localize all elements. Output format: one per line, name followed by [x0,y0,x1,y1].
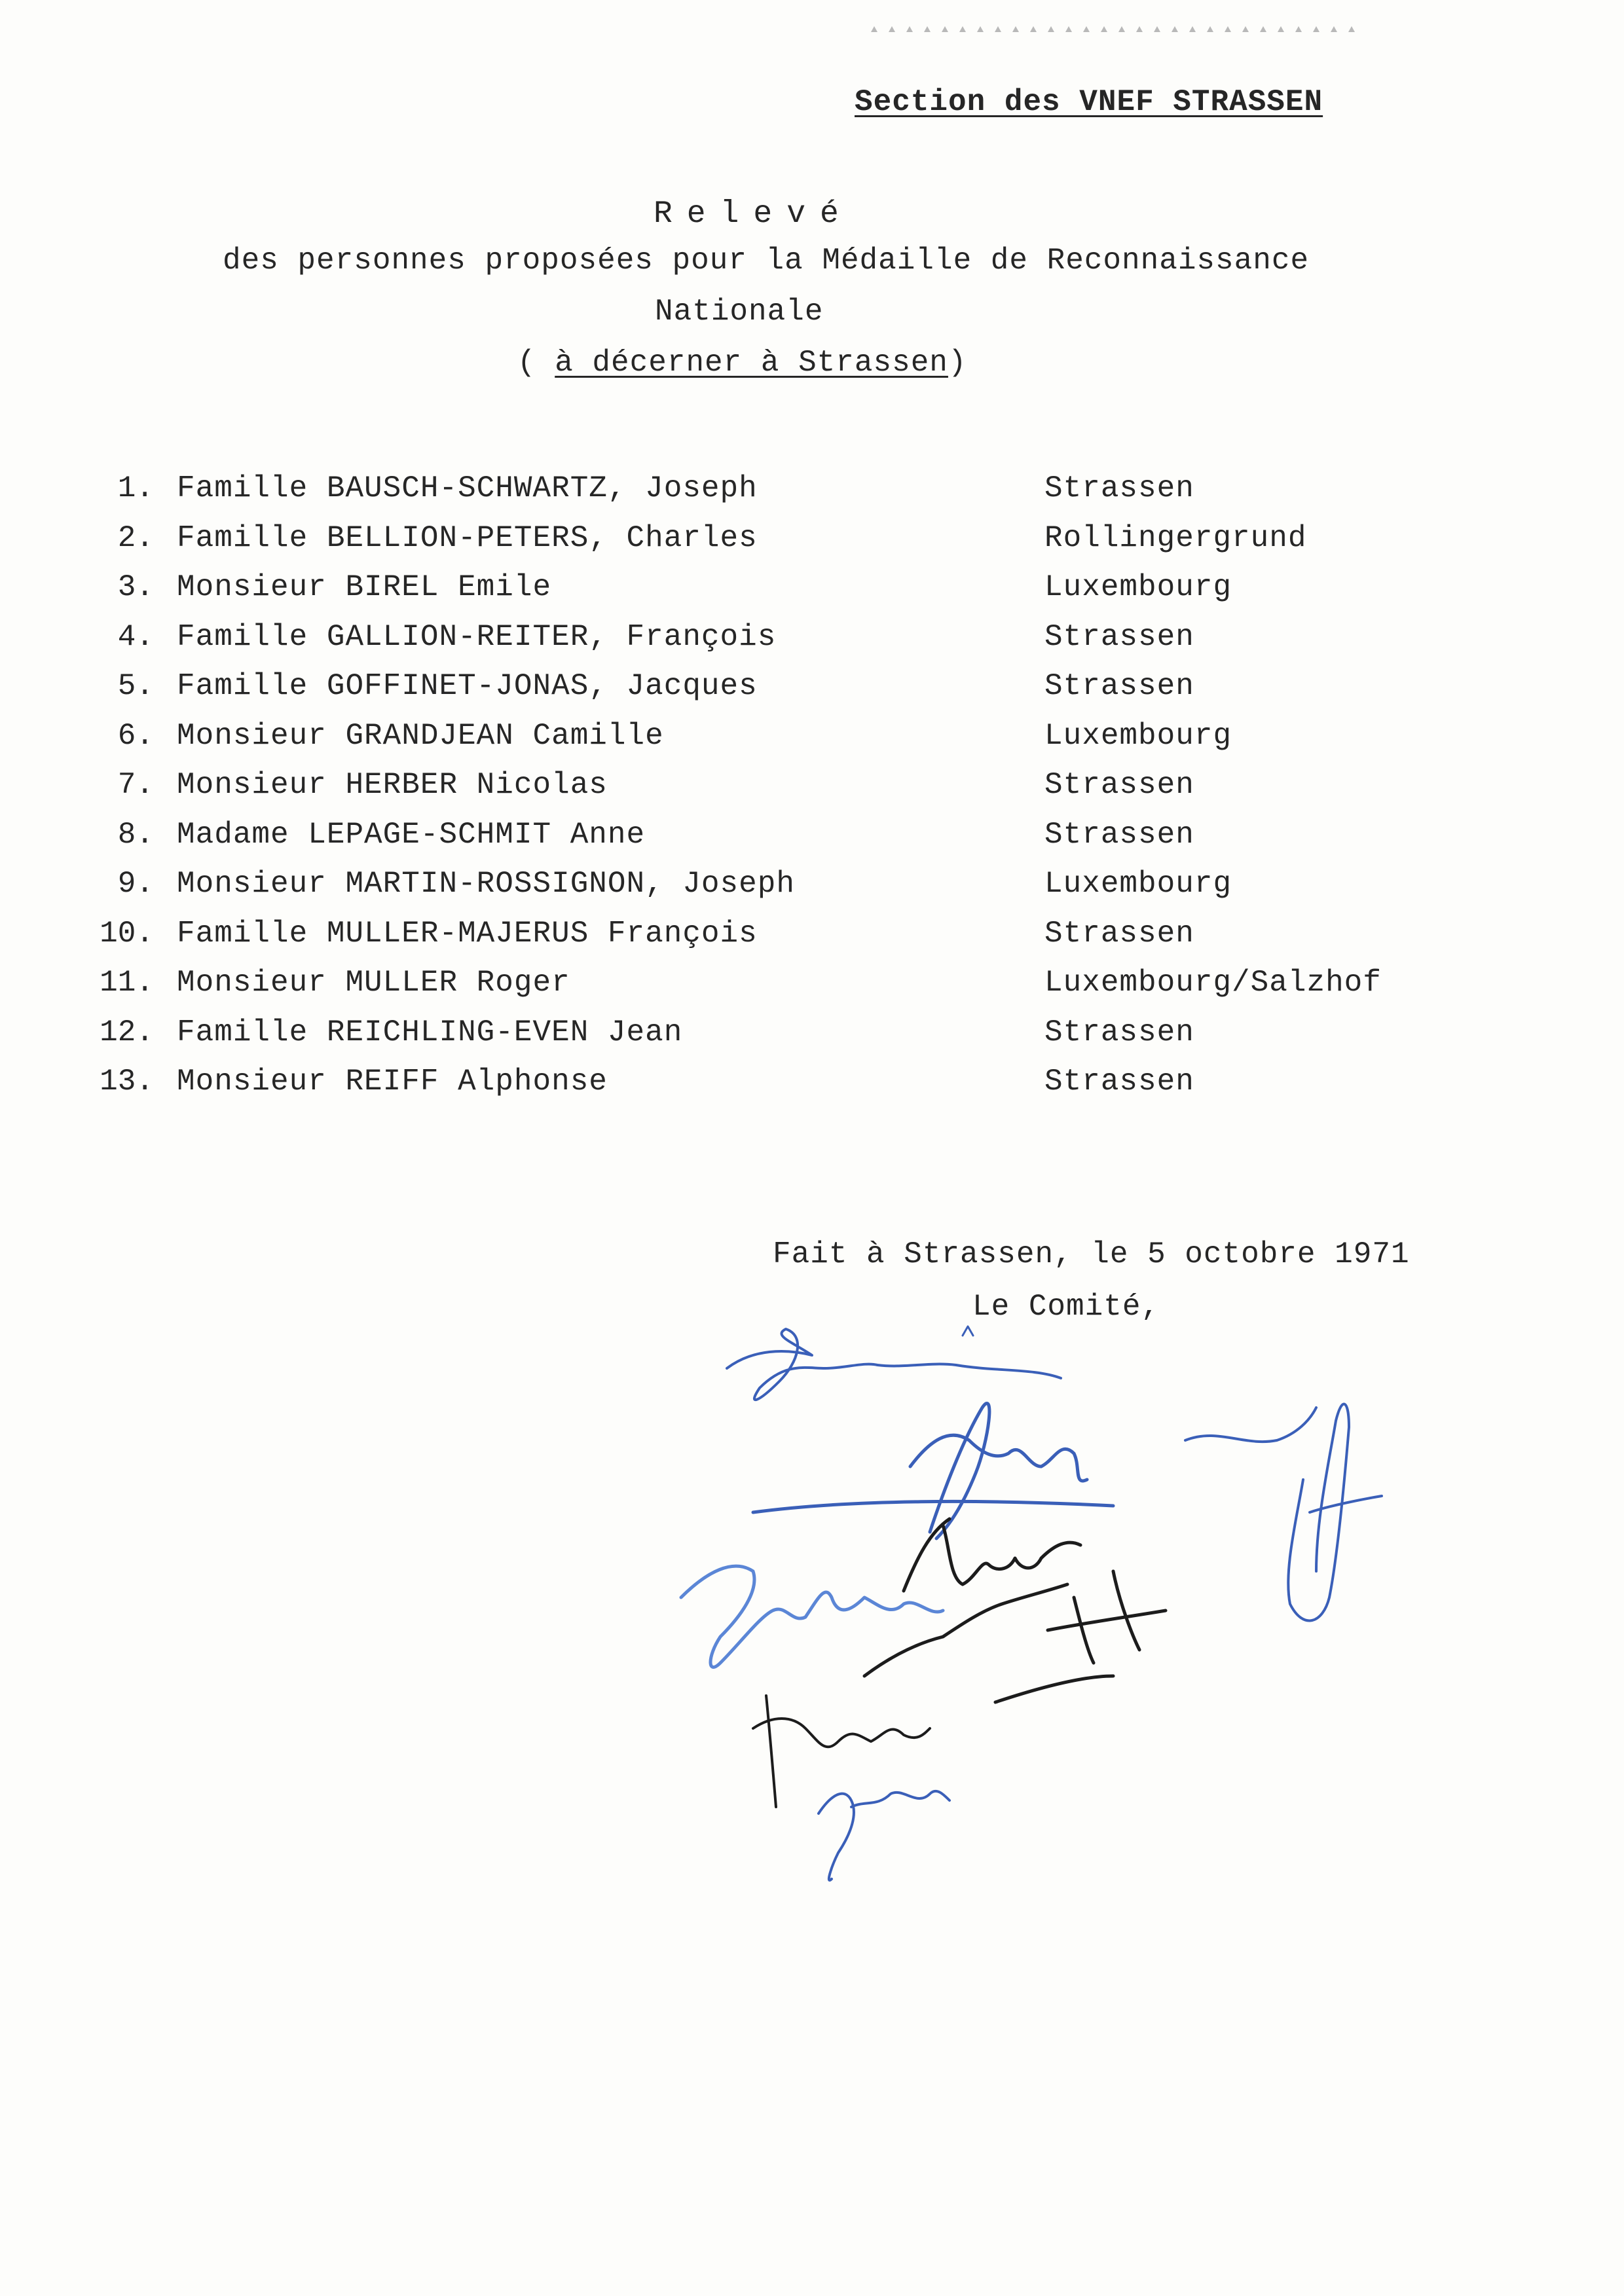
list-item-city: Strassen [1044,768,1194,802]
list-item-number: 6. [117,718,154,753]
list-item-name: Monsieur GRANDJEAN Camille [177,718,664,753]
list-item-city: Luxembourg [1044,867,1232,901]
list-item-name: Famille GOFFINET-JONAS, Jacques [177,669,758,703]
list-item-number: 9. [117,867,154,901]
list-item [0,471,1624,517]
list-item [0,966,1624,1011]
edge-mark [1313,26,1320,32]
list-item-number: 5. [117,669,154,703]
list-item-city: Strassen [1044,817,1194,852]
edge-mark [1278,26,1284,32]
list-item-number: 13. [100,1065,154,1099]
edge-mark [942,26,948,32]
list-item-name: Monsieur MULLER Roger [177,966,570,1000]
edge-mark [977,26,984,32]
list-item-city: Strassen [1044,1015,1194,1049]
list-item-number: 10. [100,916,154,951]
list-item-name: Famille BELLION-PETERS, Charles [177,520,758,555]
list-item [0,620,1624,666]
edge-mark [1295,26,1302,32]
list-item-city: Rollingergrund [1044,520,1307,555]
list-item-city: Strassen [1044,669,1194,703]
list-item-city: Strassen [1044,619,1194,654]
section-header: Section des VNEF STRASSEN [855,85,1323,119]
list-item-number: 3. [117,570,154,604]
edge-mark [1331,26,1337,32]
signature-schmit [753,1696,930,1807]
list-item [0,521,1624,567]
edge-mark [1101,26,1107,32]
list-item-number: 1. [117,471,154,505]
list-item-number: 11. [100,966,154,1000]
place-and-date: Fait à Strassen, le 5 octobre 1971 [773,1237,1410,1271]
list-item-city: Luxembourg/Salzhof [1044,966,1382,1000]
edge-mark [906,26,913,32]
list-item-name: Famille MULLER-MAJERUS François [177,916,758,951]
list-item-name: Madame LEPAGE-SCHMIT Anne [177,817,646,852]
signature-thilges [904,1519,1080,1591]
list-item-name: Monsieur BIREL Emile [177,570,552,604]
list-item-number: 7. [117,768,154,802]
signature-gallion [681,1566,943,1667]
list-item [0,917,1624,962]
list-item [0,570,1624,616]
list-item-name: Monsieur MARTIN-ROSSIGNON, Joseph [177,867,795,901]
edge-mark [889,26,895,32]
edge-mark [1154,26,1160,32]
edge-mark [1207,26,1213,32]
document-subtitle: des personnes proposées pour la Médaille de Reconnaissance [223,244,1310,278]
edge-mark [1118,26,1125,32]
edge-mark [1348,26,1355,32]
edge-mark [1136,26,1143,32]
list-item-city: Strassen [1044,916,1194,951]
list-item [0,1015,1624,1061]
edge-mark [924,26,931,32]
committee-label: Le Comité, [972,1290,1160,1324]
list-item-name: Famille GALLION-REITER, François [177,619,777,654]
list-item-name: Monsieur HERBER Nicolas [177,768,608,802]
signature-krier [1185,1404,1382,1621]
signature-gerri [819,1791,950,1880]
signature-goffinet [727,1329,1061,1400]
edge-mark [1083,26,1090,32]
list-item-city: Luxembourg [1044,570,1232,604]
edge-mark [1172,26,1178,32]
top-edge-mark-row [864,23,1375,36]
list-item [0,768,1624,814]
list-item-city: Strassen [1044,1065,1194,1099]
list-item [0,818,1624,864]
edge-mark [1012,26,1019,32]
list-item [0,669,1624,715]
paren-close: ) [948,346,967,380]
list-item-name: Famille BAUSCH-SCHWARTZ, Joseph [177,471,758,505]
edge-mark [1189,26,1196,32]
edge-mark [871,26,877,32]
edge-mark [1242,26,1249,32]
list-item-city: Luxembourg [1044,718,1232,753]
document-subtitle-continued: Nationale [655,295,824,329]
list-item-name: Monsieur REIFF Alphonse [177,1065,608,1099]
list-item-name: Famille REICHLING-EVEN Jean [177,1015,683,1049]
edge-mark [995,26,1001,32]
paren-open: ( [517,346,555,380]
signature-reiff [864,1571,1166,1702]
list-item-number: 4. [117,619,154,654]
edge-mark [959,26,966,32]
list-item [0,719,1624,765]
list-item-city: Strassen [1044,471,1194,505]
list-item-number: 8. [117,817,154,852]
award-location-line [517,346,967,380]
edge-mark [1030,26,1037,32]
document-title: Relevé [654,196,853,232]
signature-rauchet [753,1403,1113,1539]
edge-mark [1065,26,1072,32]
edge-mark [1048,26,1054,32]
list-item [0,867,1624,913]
list-item-number: 2. [117,520,154,555]
award-location: à décerner à Strassen [555,346,948,380]
edge-mark [1225,26,1231,32]
edge-mark [1260,26,1266,32]
list-item-number: 12. [100,1015,154,1049]
list-item [0,1065,1624,1110]
